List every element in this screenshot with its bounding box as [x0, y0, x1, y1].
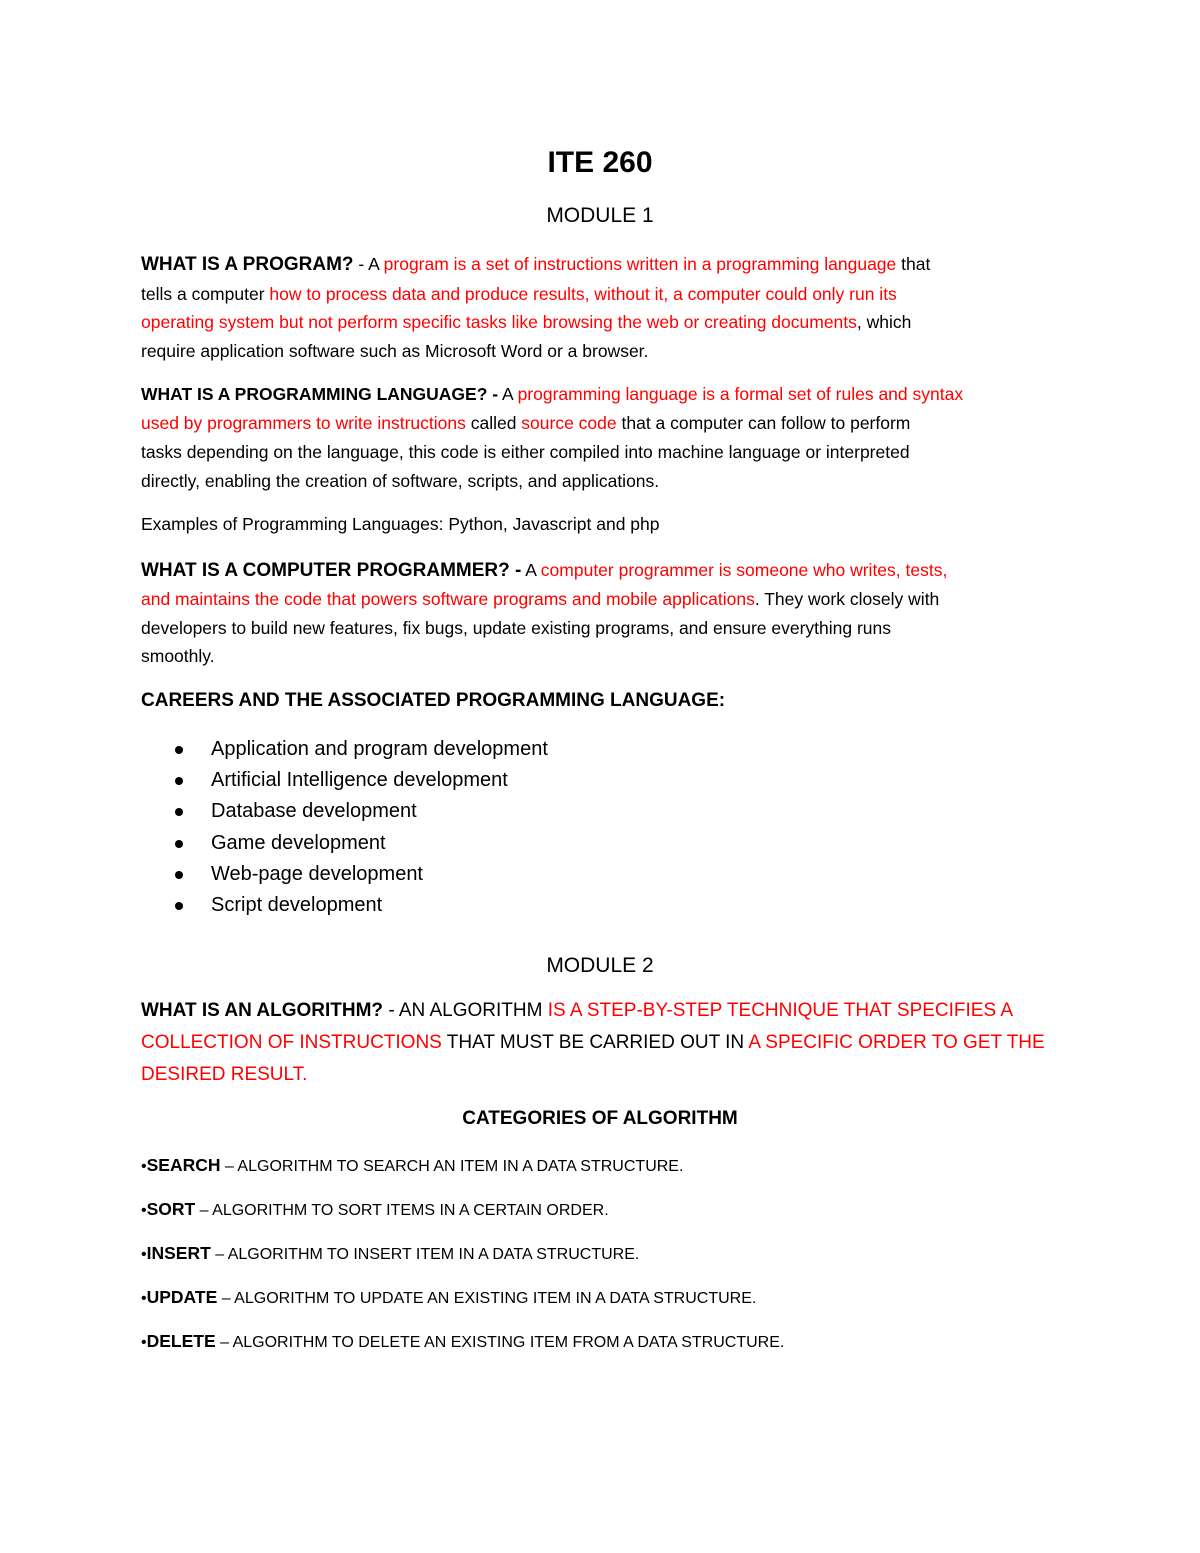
careers-list: [170, 734, 548, 921]
language-line-4: directly, enabling the creation of software, scripts, and applications.: [141, 471, 660, 491]
careers-heading: CAREERS AND THE ASSOCIATED PROGRAMMING LANGUAGE:: [141, 690, 726, 711]
list-item: Game development: [170, 828, 548, 859]
program-heading: WHAT IS A PROGRAM?: [141, 254, 354, 275]
language-line-3: tasks depending on the language, this code is either compiled into machine language or interpreted: [141, 442, 910, 462]
language-heading: WHAT IS A PROGRAMMING LANGUAGE? -: [141, 384, 499, 404]
program-line-4: require application software such as Microsoft Word or a browser.: [141, 341, 649, 361]
category-item: •UPDATE – ALGORITHM TO UPDATE AN EXISTING ITEM IN A DATA STRUCTURE.: [141, 1287, 757, 1307]
module-1-label: MODULE 1: [546, 204, 654, 227]
programmer-line-2: and maintains the code that powers software programs and mobile applications. They work closely with: [141, 589, 940, 609]
list-item: Script development: [170, 890, 548, 921]
algorithm-heading: WHAT IS AN ALGORITHM?: [141, 1000, 384, 1021]
program-line-2: tells a computer how to process data and produce results, without it, a computer could only run its: [141, 284, 897, 304]
programmer-line-3: developers to build new features, fix bugs, update existing programs, and ensure everything runs: [141, 618, 892, 638]
list-item: Application and program development: [170, 734, 548, 765]
algorithm-line-2: COLLECTION OF INSTRUCTIONS THAT MUST BE CARRIED OUT IN A SPECIFIC ORDER TO GET THE: [141, 1032, 1045, 1053]
category-item: •SORT – ALGORITHM TO SORT ITEMS IN A CERTAIN ORDER.: [141, 1199, 609, 1219]
language-examples: Examples of Programming Languages: Python, Javascript and php: [141, 514, 660, 534]
programmer-line-1: WHAT IS A COMPUTER PROGRAMMER? - A computer programmer is someone who writes, tests,: [141, 560, 948, 581]
language-line-1: WHAT IS A PROGRAMMING LANGUAGE? - A programming language is a formal set of rules and syntax: [141, 384, 964, 404]
programmer-heading: WHAT IS A COMPUTER PROGRAMMER? -: [141, 560, 522, 581]
program-line-1: WHAT IS A PROGRAM? - A program is a set of instructions written in a programming language that: [141, 254, 931, 275]
list-item: Artificial Intelligence development: [170, 765, 548, 796]
list-item: Database development: [170, 796, 548, 827]
categories-heading: CATEGORIES OF ALGORITHM: [462, 1108, 738, 1129]
category-item: •SEARCH – ALGORITHM TO SEARCH AN ITEM IN A DATA STRUCTURE.: [141, 1155, 684, 1175]
program-line-3: operating system but not perform specific tasks like browsing the web or creating documents, which: [141, 312, 912, 332]
list-item: Web-page development: [170, 859, 548, 890]
algorithm-line-3: DESIRED RESULT.: [141, 1064, 308, 1085]
module-2-label: MODULE 2: [546, 954, 654, 977]
category-item: •INSERT – ALGORITHM TO INSERT ITEM IN A DATA STRUCTURE.: [141, 1243, 640, 1263]
language-line-2: used by programmers to write instructions called source code that a computer can follow to perform: [141, 413, 911, 433]
programmer-line-4: smoothly.: [141, 646, 215, 666]
category-item: •DELETE – ALGORITHM TO DELETE AN EXISTING ITEM FROM A DATA STRUCTURE.: [141, 1331, 785, 1351]
document-title: ITE 260: [547, 146, 653, 179]
algorithm-line-1: WHAT IS AN ALGORITHM? - AN ALGORITHM IS A STEP-BY-STEP TECHNIQUE THAT SPECIFIES A: [141, 1000, 1014, 1021]
